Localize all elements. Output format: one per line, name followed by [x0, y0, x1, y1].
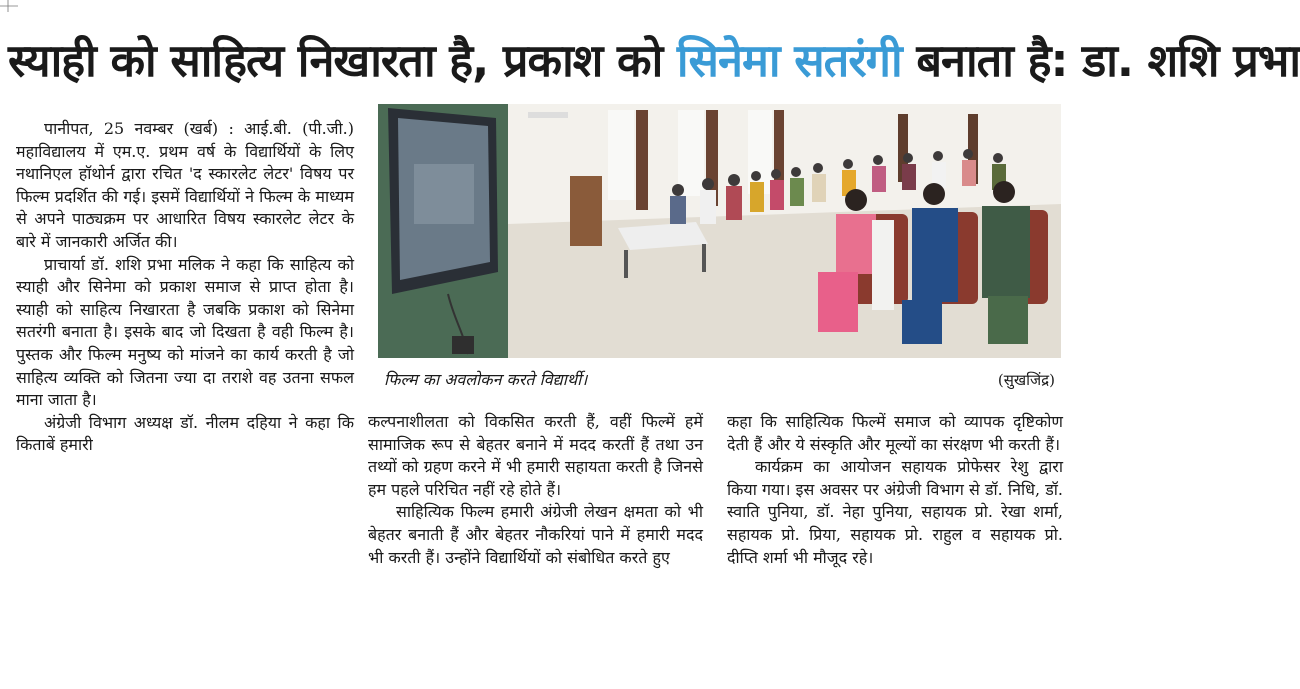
headline-part2: बनाता है: डा. शशि प्रभा — [901, 34, 1300, 87]
article-paragraph-hod-continued: कल्पनाशीलता को विकसित करती हैं, वहीं फिल्में हमें सामाजिक रूप से बेहतर बनाने में मदद करतीं हैं तथा उन तथ्यों को ग्रहण करने में भी हमारी सहायता करती है जिनसे हम पहले परिचित नहीं रहे होते हैं। — [368, 412, 703, 499]
headline — [8, 26, 1300, 96]
article-paragraph-hod: अंग्रेजी विभाग अध्यक्ष डॉ. नीलम दहिया ने कहा कि किताबें हमारी — [16, 412, 354, 455]
article-paragraph-organizers: कार्यक्रम का आयोजन सहायक प्रोफेसर रेशु द्वारा किया गया। इस अवसर पर अंग्रेजी विभाग से डॉ. निधि, डॉ. स्वाति पुनिया, डॉ. नेहा पुनिया, सहायक प्रो. रेखा शर्मा, सहायक प्रो. प्रिया, सहायक प्रो. राहुल व सहायक प्रो. दीप्ति शर्मा भी मौजूद रहे। — [727, 457, 1063, 567]
article-column-3 — [727, 411, 1063, 683]
article-paragraph-literary-film: साहित्यिक फिल्म हमारी अंग्रेजी लेखन क्षमता को भी बेहतर बनाती हैं और बेहतर नौकरियां पाने में हमारी मदद भी करती हैं। उन्होंने विद्यार्थियों को संबोधित करते हुए — [368, 502, 703, 567]
article-paragraph-dateline: पानीपत, 25 नवम्बर (खर्ब) : आई.बी. (पी.जी.) महाविद्यालय में एम.ए. प्रथम वर्ष के विद्यार्थियों के लिए नथानिएल हॉथोर्न द्वारा रचित 'द स्कारलेट लेटर' विषय पर फिल्म प्रदर्शित की गई। इसमें विद्यार्थियों ने फिल्म के माध्यम से अपने पाठ्यक्रम पर आधारित विषय स्कारलेट लेटर के बारे में जानकारी अर्जित की। — [16, 119, 354, 251]
article-paragraph-principal: प्राचार्या डॉ. शशि प्रभा मलिक ने कहा कि साहित्य को स्याही और सिनेमा को प्रकाश समाज से प्राप्त होता है। स्याही को साहित्य निखारता है जबकि प्रकाश को सिनेमा सतरंगी बनाता है। इसके बाद जो दिखता है वही फिल्म है। पुस्तक और फिल्म मनुष्य को मांजने का कार्य करती है जो साहित्य व्यक्ति को जितना ज्या दा तराशे वह उतना सफल माना जाता है। — [16, 254, 354, 410]
news-photo — [378, 104, 1061, 358]
photo-caption — [384, 366, 1059, 394]
headline-part1: स्याही को साहित्य निखारता है, प्रकाश को — [8, 34, 677, 87]
photo-caption-text: फिल्म का अवलोकन करते विद्यार्थी। — [384, 370, 588, 389]
photo-credit: (सुखजिंद्र) — [997, 371, 1055, 389]
headline-highlight: सिनेमा सतरंगी — [676, 34, 902, 87]
crop-mark-icon — [0, 0, 18, 12]
article-column-1 — [16, 118, 354, 683]
article-paragraph-literary-film-continued: कहा कि साहित्यिक फिल्में समाज को व्यापक दृष्टिकोण देती हैं और ये संस्कृति और मूल्यों का संरक्षण भी करती हैं। — [727, 412, 1063, 454]
classroom-photo-illustration — [378, 104, 1061, 358]
article-column-2 — [368, 411, 703, 683]
